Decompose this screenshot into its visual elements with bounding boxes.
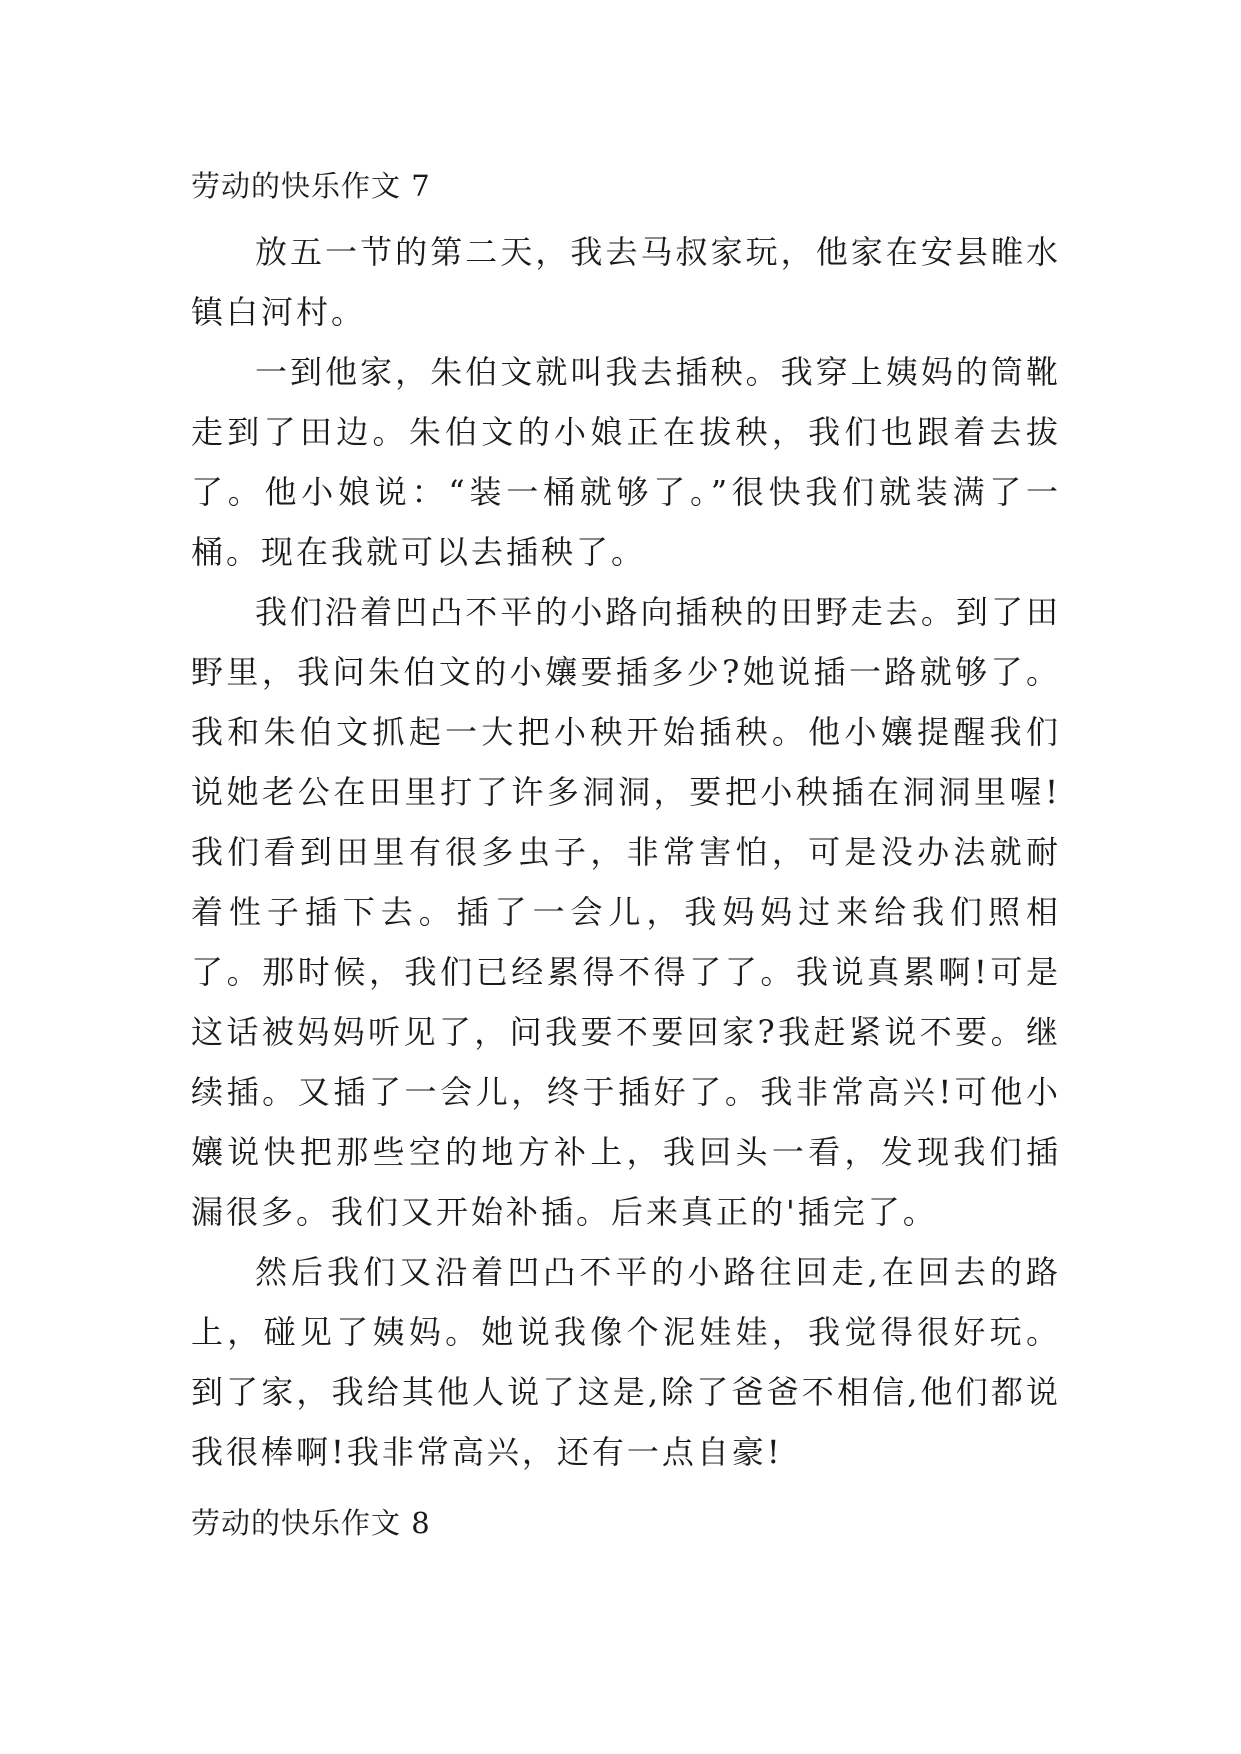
paragraph-2: 一到他家，朱伯文就叫我去插秧。我穿上姨妈的筒靴走到了田边。朱伯文的小娘正在拔秧，我们也跟着去拔了。他小娘说：“装一桶就够了。”很快我们就装满了一桶。现在我就可以去插秧了。	[191, 353, 1061, 571]
essay-title-7: 劳动的快乐作文 7	[191, 169, 431, 203]
paragraph-4: 然后我们又沿着凹凸不平的小路往回走,在回去的路上，碰见了姨妈。她说我像个泥娃娃，我觉得很好玩。到了家，我给其他人说了这是,除了爸爸不相信,他们都说我很棒啊!我非常高兴，还有一点自豪!	[191, 1253, 1061, 1471]
essay-title-8: 劳动的快乐作文 8	[191, 1506, 431, 1540]
paragraph-1: 放五一节的第二天，我去马叔家玩，他家在安县睢水镇白河村。	[191, 233, 1061, 331]
paragraph-3: 我们沿着凹凸不平的小路向插秧的田野走去。到了田野里，我问朱伯文的小孃要插多少?她说插一路就够了。我和朱伯文抓起一大把小秧开始插秧。他小孃提醒我们说她老公在田里打了许多洞洞，要把小秧插在洞洞里喔!我们看到田里有很多虫子，非常害怕，可是没办法就耐着性子插下去。插了一会儿，我妈妈过来给我们照相了。那时候，我们已经累得不得了了。我说真累啊!可是这话被妈妈听见了，问我要不要回家?我赶紧说不要。继续插。又插了一会儿，终于插好了。我非常高兴!可他小孃说快把那些空的地方补上，我回头一看，发现我们插漏很多。我们又开始补插。后来真正的'插完了。	[191, 593, 1061, 1231]
essay-body-7	[191, 222, 1061, 1482]
